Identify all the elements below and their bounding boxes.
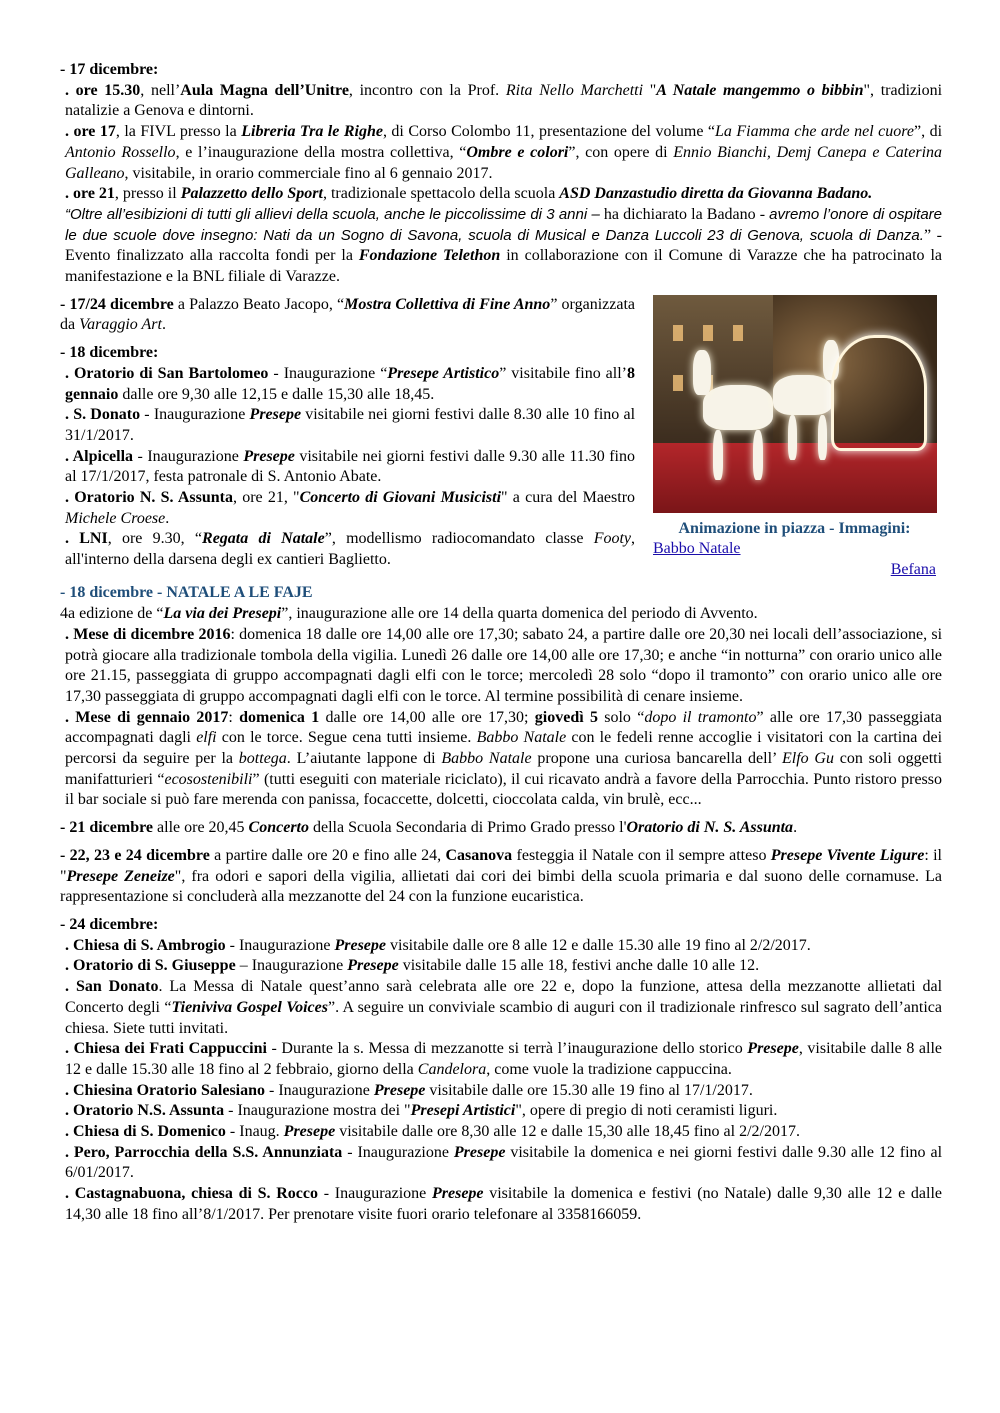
text-run: in collaborazione con il Comune di Varazze che ha patrocinato la manifestazione e la BNL filiale di Varazze. [65,247,943,286]
text-run: visitabile nei giorni festivi dalle 9.30 alle 11.30 fino al 17/1/2017, festa patronale di S. Antonio Abate. [65,447,636,486]
text-run: Concerto [248,819,309,837]
text-run: “Oltre all’esibizioni di tutti gli allievi della scuola, anche le piccolissime di 3 anni – [65,205,600,223]
text-run: ” organizzata da [60,295,635,334]
text-run: - Inaug. [225,1123,284,1141]
text-run: con soli oggetti manifatturieri “ [65,750,943,788]
text-run: , nell’ [140,81,181,99]
event-ns-assunta-mostra [60,1101,942,1122]
text-run: Palazzetto dello Sport [180,185,323,203]
text-run: Casanova [445,846,513,864]
text-run: Varaggio Art [79,316,162,334]
text-run: ”, di [913,123,943,141]
event-palazzetto [60,184,942,205]
photo-caption: Animazione in piazza - Immagini: [678,519,911,537]
text-run: . ore 17 [65,123,116,141]
text-run: Ombre e colori [466,143,569,161]
text-run: Michele Croese [65,509,166,527]
text-run: Rita Nello Marchetti [505,81,644,99]
text-run: , ore 21, " [232,489,300,507]
text-run: ” visitabile fino all’ [499,364,627,382]
event-22-24-dicembre [60,846,942,908]
event-s-giuseppe [60,956,942,977]
text-run: , visitabile, in orario commerciale fino al 6 gennaio 2017. [124,164,493,182]
text-run: . Oratorio di S. Giuseppe [65,957,236,975]
text-run: Presepe [373,1081,426,1099]
photo-box [647,295,942,580]
text-run: Babbo Natale [441,750,532,768]
text-run: La Fiamma che arde nel cuore [715,123,914,141]
text-run: - 18 dicembre - NATALE A LE FAJE [60,584,313,602]
text-run: Oratorio di N. S. Assunta [626,819,794,837]
text-run: . Alpicella [65,447,134,465]
text-run: festeggia il Natale con il sempre atteso [512,846,771,864]
event-salesiano [60,1081,942,1102]
text-run: Presepe Zeneize [66,867,175,885]
text-run: La via dei Presepi [163,605,282,623]
text-run: . La Messa di Natale quest’anno sarà celebrata alle ore 22 e, dopo la funzione, attesa della mezzanotte allietati dal Concerto degli “ [65,978,943,1016]
text-run: Presepe [431,1185,484,1203]
text-run: . Castagnabuona, chiesa di S. Rocco [65,1185,319,1203]
text-run: Footy [593,530,632,548]
text-run: a partire dalle ore 20 e fino alle 24, [209,846,446,864]
text-run: avremo l’onore di ospitare le due scuole dove insegno: Nati da un Sogno di Savona, scuola di Musical e Danza Luccoli 23 di Genova, scuola di Danza. [65,205,943,244]
event-libreria [60,122,942,184]
text-run: - Inaugurazione [342,1143,454,1161]
text-run: Fondazione Telethon [358,247,501,265]
text-run: visitabile dalle ore 8,30 alle 12 e dalle 15,30 alle 18,45 fino al 2/2/2017. [335,1123,800,1141]
text-run: - Inaugurazione [318,1185,432,1203]
day-header-17 [60,60,942,81]
event-badano-quote [60,205,942,288]
text-run: . LNI [65,530,108,548]
text-run: - Inaugurazione [133,447,244,465]
text-run: . [165,509,170,527]
text-run: 8 gennaio [65,364,635,403]
text-run: . Chiesa di S. Ambrogio [65,936,226,954]
text-run: domenica 1 [239,708,320,726]
text-run: , tradizionale spettacolo della scuola [322,185,560,203]
text-run: " [643,81,657,99]
text-run: Presepe Artistico [387,364,500,382]
text-run: visitabile dalle 15 alle 18, festivi anche dalle 10 alle 12. [398,957,760,975]
text-run: - 21 dicembre [60,819,154,837]
text-run: . ore 21 [65,185,115,203]
text-run: ”, con opere di [568,143,674,161]
text-run: Aula Magna dell’Unitre [180,81,349,99]
text-run: . [161,316,166,334]
text-run: bottega [238,750,287,768]
text-run: - Inaugurazione [265,1081,374,1099]
text-run: Presepe [747,1040,799,1058]
text-run: Presepe Vivente Ligure [770,846,925,864]
text-run: Tieniviva Gospel Voices [171,998,328,1016]
faje-intro [60,604,942,625]
text-run: . Oratorio N. S. Assunta [65,489,233,507]
text-run: dopo il tramonto [644,708,757,726]
text-run: . Oratorio N.S. Assunta [65,1102,225,1120]
text-run: Antonio Rossello [65,143,176,161]
text-run: a Palazzo Beato Jacopo, “ [173,295,345,313]
text-run: Libreria Tra le Righe [241,123,383,141]
text-run: : [228,708,240,726]
text-run: della Scuola Secondaria di Primo Grado presso l' [309,819,627,837]
text-run: visitabile nei giorni festivi dalle 8.30 alle 10 fino al 31/1/2017. [65,406,636,444]
text-run: dalle ore 14,00 alle ore 17,30; [319,708,535,726]
text-run: . Mese di gennaio 2017 [65,708,229,726]
day-header-24 [60,915,942,936]
text-run: - 22, 23 e 24 dicembre [60,846,210,864]
text-run: - Inaugurazione “ [268,364,388,382]
text-run: , all'interno della darsena degli ex cantieri Baglietto. [65,530,636,569]
text-run: - Inaugurazione [140,406,250,424]
text-run: ” (tutti eseguiti con materiale riciclato), il cui ricavato andrà a favore della Parrocchia. Punto ristoro presso il bar sociale si può fare merenda con panissa, focaccette, dolcetti, cioccolata calda, vin brulè, ecc... [65,770,943,809]
text-run: . L’aiutante lappone di [286,750,442,768]
text-run: , presso il [114,185,181,203]
event-s-domenico [60,1122,942,1143]
text-run: Elfo Gu [781,750,834,768]
text-run: con le fedeli renne accoglie i visitatori con la cartina dei percorsi da seguire per la [65,729,943,768]
photo-links [647,539,942,579]
text-run: Mostra Collettiva di Fine Anno [344,295,551,313]
event-cappuccini [60,1039,942,1080]
text-run: . ore 15.30 [65,81,141,99]
text-run: con le torce. Segue cena tutti insieme. [216,729,477,747]
text-run: Presepe [453,1143,506,1161]
text-run: Concerto di Giovani Musicisti [299,489,502,507]
text-run: ”. A seguire un conviviale scambio di auguri con il tradizionale rinfresco sul sagrato dell’antica chiesa. Siete tutti invitati. [65,998,943,1037]
text-run: - Inaugurazione [225,936,335,954]
link-befana[interactable]: Befana [890,561,936,579]
text-run: - 18 dicembre: [60,344,159,362]
text-run: Babbo Natale [476,729,567,747]
text-run: . Mese di dicembre 2016 [65,625,231,643]
text-run: elfi [196,729,217,747]
text-run: visitabile dalle ore 15.30 alle 19 fino al 17/1/2017. [425,1081,753,1099]
text-run: visitabile dalle ore 8 alle 12 e dalle 15.30 alle 19 fino al 2/2/2017. [386,936,811,954]
faje-gennaio [60,708,942,812]
text-run: giovedì 5 [534,708,598,726]
document-page [60,60,942,1226]
text-run: visitabile la domenica e festivi (no Natale) dalle 9,30 alle 12 e dalle 14,30 alle 18 fino all’8/1/2017. Per prenotare visite fuori orario telefonare al 3358166059. [65,1185,942,1223]
text-run: , la FIVL presso la [115,123,242,141]
text-run: : domenica 18 dalle ore 14,00 alle ore 17,30; sabato 24, a partire dalle ore 20,30 nei locali dell’associazione, si potrà giocare alla tradizionale tombola della vigilia. Lunedì 26 dalle ore 14,00 alle ore 17,30; e anche “in notturna” con orario unico alle ore 21.15, passeggiata di gruppo accompagnati dagli elfi con le torce; mercoledì 28 solo “dopo il tramonto” con orario unico alle ore 17,30 passeggiata di gruppo accompagnati dagli elfi con le torce. Al termine possibilità di cenare insieme. [65,625,943,705]
text-run: Presepe [243,447,295,465]
text-run: . Chiesa di S. Domenico [65,1123,226,1141]
text-run: propone una curiosa bancarella dell’ [531,750,782,768]
text-run: . Oratorio di San Bartolomeo [65,364,269,382]
text-run: Regata di Natale [202,530,325,548]
text-run: Presepe [334,936,386,954]
reindeer-photo [653,295,937,513]
text-run: – Inaugurazione [235,957,348,975]
text-run: solo “ [597,708,645,726]
text-run: - 17 dicembre: [60,61,159,78]
section-header-faje [60,583,942,604]
text-run: , ore 9.30, “ [107,530,203,548]
text-run: Ennio Bianchi, Demj Canepa e Caterina Galleano [65,143,943,182]
text-run: A Natale mangemmo o bibbin [656,81,864,99]
faje-dicembre [60,625,942,708]
text-run: , visitabile dalle 8 alle 12 e dalle 15.30 alle 18 fino al 2 febbraio, giorno della [65,1040,943,1078]
text-run: - Inaugurazione mostra dei " [224,1102,411,1120]
text-run: visitabile la domenica e nei giorni festivi dalle 9.30 alle 12 fino al 6/01/2017. [65,1143,943,1182]
text-run: , incontro con la Prof. [348,81,506,99]
event-s-ambrogio [60,936,942,957]
text-run: . Chiesa dei Frati Cappuccini [65,1040,267,1058]
text-run: - Durante la s. Messa di mezzanotte si terrà l’inaugurazione dello storico [266,1040,748,1058]
text-run: - 24 dicembre: [60,915,159,933]
text-run: . S. Donato [65,406,141,424]
text-run: dalle ore 9,30 alle 12,15 e dalle 15,30 alle 18,45. [118,385,435,403]
text-run: . [793,819,798,837]
text-run: . Chiesina Oratorio Salesiano [65,1081,266,1099]
event-san-donato-messa [60,977,942,1039]
event-21-dicembre [60,818,942,839]
text-run: . Pero, Parrocchia della S.S. Annunziata [65,1143,343,1161]
link-babbo-natale[interactable]: Babbo Natale [653,540,741,558]
text-run: ", opere di pregio di noti ceramisti liguri. [515,1102,778,1120]
text-run: : il " [60,846,942,885]
text-run: . San Donato [65,978,159,996]
text-run: ecosostenibili [164,770,253,788]
text-run: ha dichiarato la Badano - [599,205,770,223]
text-run: alle ore 20,45 [153,819,249,837]
text-run: , di Corso Colombo 11, presentazione del volume “ [382,123,716,141]
event-castagnabuona [60,1184,942,1225]
text-run: Presepi Artistici [410,1102,516,1120]
text-run: , come vuole la tradizione cappuccina. [486,1060,732,1078]
text-run: ”, inaugurazione alle ore 14 della quarta domenica del periodo di Avvento. [281,605,758,623]
text-run: ” - Evento finalizzato alla raccolta fondi per la [65,226,942,265]
text-run: ”, modellismo radiocomandato classe [324,530,594,548]
event-pero [60,1143,942,1184]
text-run: ", fra odori e sapori della vigilia, allietati dai cori dei bimbi della scuola primaria e dal suono delle cornamuse. La rappresentazione si concluderà alla mezzanotte del 24 con la funzione eucaristica. [60,867,942,906]
text-run: Presepe [283,1123,336,1141]
text-run: ", tradizioni natalizie a Genova e dintorni. [65,81,943,120]
text-run: " a cura del Maestro [501,489,636,507]
text-run: 4a edizione de “ [60,605,164,623]
text-run: Presepe [249,406,302,424]
text-run: ASD Danzastudio diretta da Giovanna Badano. [559,185,873,203]
event-unitre [60,81,942,122]
text-run: - 17/24 dicembre [60,295,174,313]
text-run: Candelora [417,1060,487,1078]
text-run: Presepe [347,957,399,975]
text-run: , e l’inaugurazione della mostra collettiva, “ [175,143,467,161]
text-run: ” alle ore 17,30 passeggiata accompagnati dagli [65,708,943,747]
